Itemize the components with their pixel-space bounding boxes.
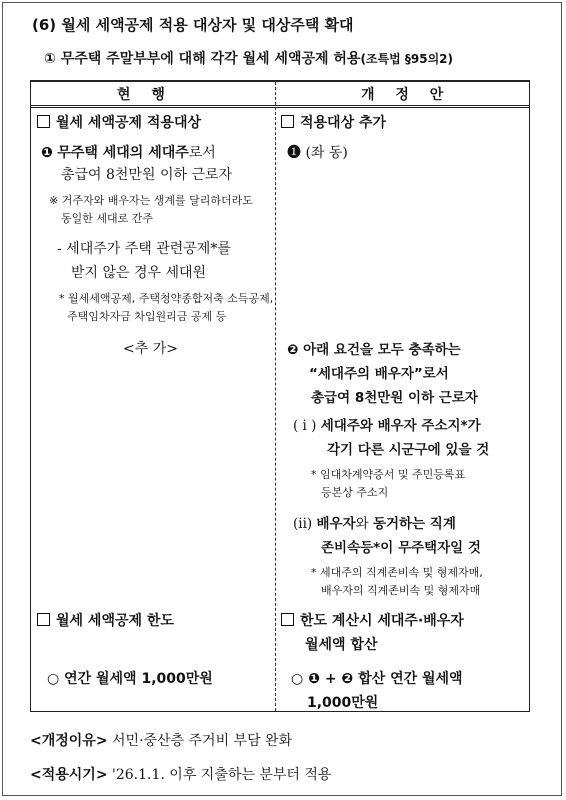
right-item1: ❶ (좌 동) (287, 145, 348, 161)
checkbox-square-icon (281, 613, 294, 626)
right-cond1-line2: 각기 다른 시군구에 있을 것 (327, 442, 490, 458)
right-note1-line1: * 임대차계약증서 및 주민등록표 (311, 468, 466, 481)
application-period (30, 764, 331, 784)
right-section2-line2: 월세액 합산 (305, 637, 378, 653)
table-header (31, 82, 529, 108)
revision-reason-label: <개정이유> (30, 733, 108, 749)
left-section2-title: 월세 세액공제 한도 (37, 610, 174, 630)
subsection-heading (44, 48, 453, 68)
right-item2-line3: 총급여 8천만원 이하 근로자 (311, 390, 478, 406)
left-note2-line1: * 월세세액공제, 주택청약종합저축 소득공제, (59, 292, 274, 305)
column-divider (275, 82, 276, 711)
right-item2-line1: ❷ 아래 요건을 모두 충족하는 (287, 342, 461, 358)
checkbox-square-icon (37, 115, 50, 128)
left-section1-title: 월세 세액공제 적용대상 (37, 112, 201, 132)
left-item1: ❶ 무주택 세대의 세대주로서 (41, 145, 216, 161)
revision-reason-text: 서민·중산층 주거비 부담 완화 (112, 733, 293, 749)
right-note2-line1: * 세대주의 직계존비속 및 형제자매, (311, 566, 483, 579)
left-limit: ○ 연간 월세액 1,000만원 (47, 671, 213, 687)
right-item2-line2: “세대주의 배우자”로서 (309, 366, 449, 382)
law-reference: (조특법 §95의2) (360, 52, 454, 66)
left-note1-line1: ※ 거주자와 배우자는 생계를 달리하더라도 (49, 194, 253, 207)
left-add-label: <추 가> (123, 341, 178, 357)
checkbox-square-icon (37, 613, 50, 626)
header-current: 현 행 (117, 87, 173, 103)
right-note2-line2: 배우자의 직계존비속 및 형제자매 (321, 584, 481, 597)
revision-reason (30, 730, 292, 750)
left-dash-line2: 받지 않은 경우 세대원 (71, 265, 207, 281)
section-heading: (6) 월세 세액공제 적용 대상자 및 대상주택 확대 (32, 16, 354, 34)
application-period-label: <적용시기> (30, 767, 108, 783)
right-cond1-line1: ( i ) 세대주와 배우자 주소지*가 (293, 418, 481, 434)
right-note1-line2: 등본상 주소지 (321, 486, 389, 499)
right-limit-line1: ○ ❶ + ❷ 합산 연간 월세액 (291, 671, 463, 687)
left-note1-line2: 동일한 세대로 간주 (61, 212, 154, 225)
right-section2-title: 한도 계산시 세대주·배우자 (281, 610, 464, 630)
left-dash-line1: - 세대주가 주택 관련공제*를 (57, 241, 231, 257)
application-period-text: '26.1.1. 이후 지출하는 분부터 적용 (112, 767, 332, 783)
right-cond2-line2: 존비속등*이 무주택자일 것 (321, 540, 481, 556)
header-revised: 개 정 안 (361, 87, 452, 103)
right-section1-title: 적용대상 추가 (281, 112, 386, 132)
comparison-table (30, 80, 530, 712)
left-note2-line2: 주택임차자금 차입원리금 공제 등 (67, 310, 227, 323)
right-cond2-line1: (ii) 배우자와 동거하는 직계 (293, 516, 456, 532)
left-item1-line2: 총급여 8천만원 이하 근로자 (61, 167, 233, 183)
subsection-title: ① 무주택 주말부부에 대해 각각 월세 세액공제 허용 (44, 51, 361, 67)
right-limit-line2: 1,000만원 (307, 695, 379, 711)
checkbox-square-icon (281, 115, 294, 128)
